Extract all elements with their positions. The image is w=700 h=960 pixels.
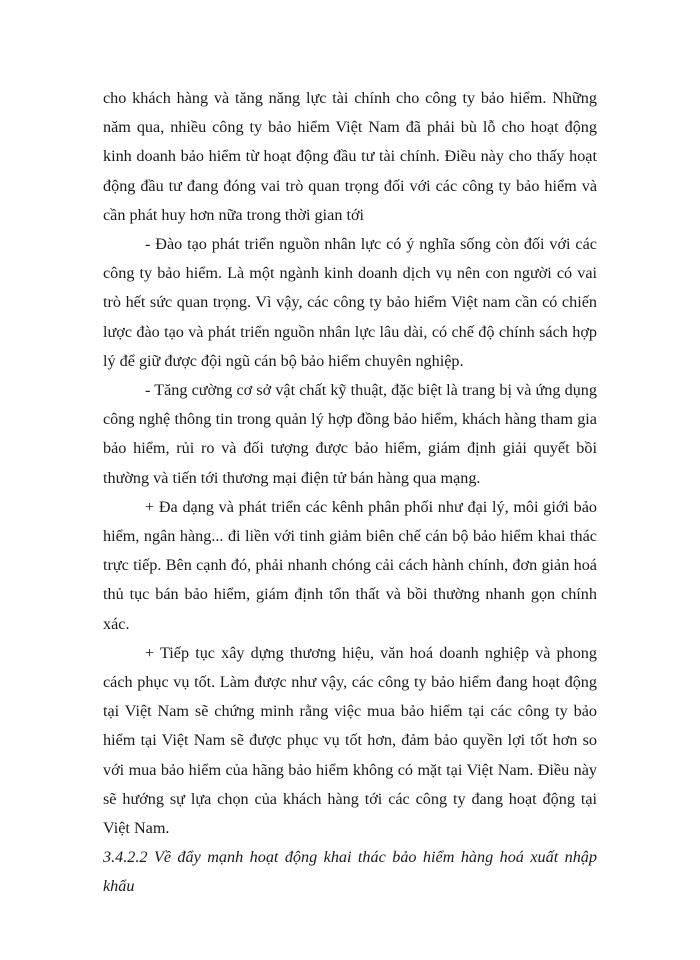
paragraph-human-resources: - Đào tạo phát triển nguồn nhân lực có ý nghĩa sống còn đối với các công ty bảo hiểm. Là một ngành kinh doanh dịch vụ nên con người có vai trò hết sức quan trọng. Vì vậy, các công ty bảo hiểm Việt nam cần có chiến lược đào tạo và phát triển nguồn nhân lực lâu dài, có chế độ chính sách hợp lý để giữ được đội ngũ cán bộ bảo hiểm chuyên nghiệp. bbox=[103, 235, 597, 370]
paragraph-investment-continuation: cho khách hàng và tăng năng lực tài chính cho công ty bảo hiểm. Những năm qua, nhiều công ty bảo hiểm Việt Nam đã phải bù lỗ cho hoạt động kinh doanh bảo hiểm từ hoạt động đầu tư tài chính. Điều này cho thấy hoạt động đầu tư đang đóng vai trò quan trọng đối với các công ty bảo hiểm và cần phát huy hơn nữa trong thời gian tới bbox=[103, 89, 597, 224]
section-heading: 3.4.2.2 Về đẩy mạnh hoạt động khai thác bảo hiểm hàng hoá xuất nhập khẩu bbox=[103, 848, 597, 896]
paragraph-distribution-channels: + Đa dạng và phát triển các kênh phân phối như đại lý, môi giới bảo hiểm, ngân hàng... đi liền với tinh giảm biên chế cán bộ bảo hiểm khai thác trực tiếp. Bên cạnh đó, phải nhanh chóng cải cách hành chính, đơn giản hoá thủ tục bán bảo hiểm, giám định tổn thất và bồi thường nhanh gọn chính xác. bbox=[103, 497, 597, 633]
paragraph-infrastructure: - Tăng cường cơ sở vật chất kỹ thuật, đặc biệt là trang bị và ứng dụng công nghệ thông tin trong quản lý hợp đồng bảo hiểm, khách hàng tham gia bảo hiểm, rủi ro và đối tượng được bảo hiểm, giám định giải quyết bồi thường và tiến tới thương mại điện tử bán hàng qua mạng. bbox=[103, 381, 597, 487]
paragraph-brand-building: + Tiếp tục xây dựng thương hiệu, văn hoá doanh nghiệp và phong cách phục vụ tốt. Làm được như vậy, các công ty bảo hiểm đang hoạt động tại Việt Nam sẽ chứng minh rằng việc mua bảo hiểm tại các công ty bảo hiểm tại Việt Nam sẽ được phục vụ tốt hơn, đảm bảo quyền lợi tốt hơn so với mua bảo hiểm của hãng bảo hiểm không có mặt tại Việt Nam. Điều này sẽ hướng sự lựa chọn của khách hàng tới các công ty đang hoạt động tại Việt Nam. bbox=[103, 643, 597, 838]
document-body bbox=[103, 84, 597, 902]
